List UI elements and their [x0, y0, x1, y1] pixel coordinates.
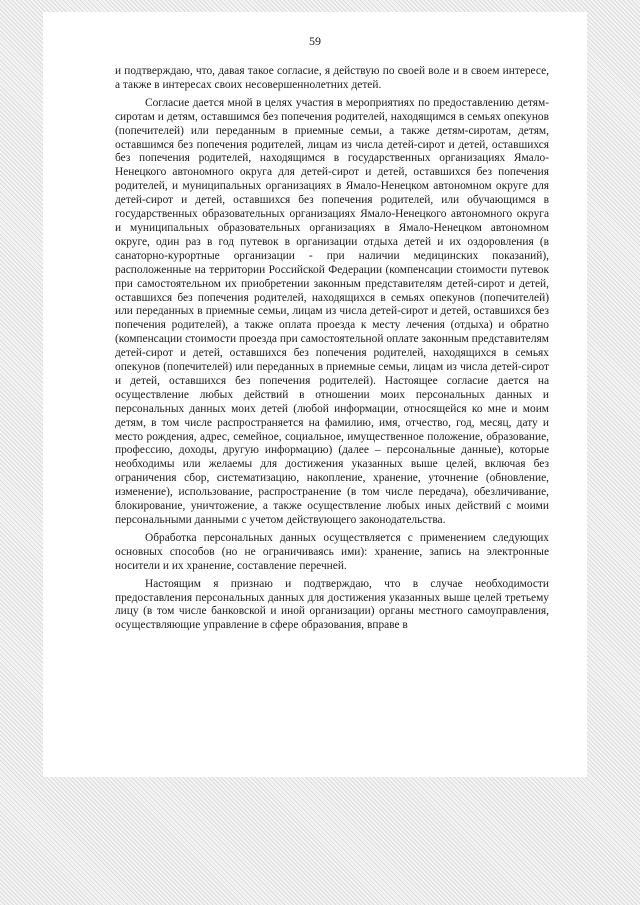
document-page — [43, 12, 587, 777]
paragraph-third-party: Настоящим я признаю и подтверждаю, что в случае необходимости предоставления персональных данных для достижения указанных выше целей третьему лицу (в том числе банковской и иной организации) органы местного самоуправления, осуществляющие управление в сфере образования, вправе в — [115, 577, 549, 632]
document-body — [115, 65, 549, 637]
paragraph-processing-methods: Обработка персональных данных осуществляется с применением следующих основных способов (но не ограничиваясь ими): хранение, запись на электронные носители и их хранение, составление перечней. — [115, 531, 549, 572]
paragraph-consent-purpose: Согласие дается мной в целях участия в мероприятиях по предоставлению детям-сиротам и детям, оставшимся без попечения родителей, находящимся в семьях опекунов (попечителей) или переданным в приемные семьи, а также детям-сиротам, детям, оставшимся без попечения родителей, лицам из числа детей-сирот и детей, оставшихся без попечения родителей, находящимся в государственных организациях Ямало-Ненецкого автономного округа для детей-сирот и детей, оставшихся без попечения родителей, и муниципальных организациях в Ямало-Ненецком автономном округе для детей-сирот и детей, оставшихся без попечения родителей, или обучающимся в государственных образовательных организациях Ямало-Ненецкого автономного округа и муниципальных образовательных организациях в Ямало-Ненецком автономном округе, один раз в год путевок в организации отдыха детей и их оздоровления (в санаторно-курортные организации - при наличии медицинских показаний), расположенные на территории Российской Федерации (компенсации стоимости путевок при самостоятельном их приобретении законным представителям детей-сирот и детей, оставшихся без попечения родителей, находящихся в семьях опекунов (попечителей) или переданных в приемные семьи, лицам из числа детей-сирот и детей, оставшихся без попечения родителей), а также оплата проезда к месту лечения (отдыха) и обратно (компенсации стоимости проезда при самостоятельной оплате законным представителям детей-сирот и детей, оставшихся без попечения родителей, находящихся в семьях опекунов (попечителей) или переданных в приемные семьи, лицам из числа детей-сирот и детей, оставшихся без попечения родителей). Настоящее согласие дается на осуществление любых действий в отношении моих персональных данных и персональных данных моих детей (любой информации, относящейся ко мне и моим детям, в том числе распространяется на фамилию, имя, отчество, год, месяц, дату и место рождения, адрес, семейное, социальное, имущественное положение, образование, профессию, доходы, другую информацию) (далее – персональные данные), которые необходимы или желаемы для достижения указанных выше целей, включая без ограничения сбор, систематизацию, накопление, хранение, уточнение (обновление, изменение), использование, распространение (в том числе передача), обезличивание, блокирование, уничтожение, а также осуществление любых иных действий с моими персональными данными с учетом действующего законодательства. — [115, 96, 549, 526]
paragraph-continuation: и подтверждаю, что, давая такое согласие, я действую по своей воле и в своем интересе, а также в интересах своих несовершеннолетних детей. — [115, 65, 549, 91]
page-number: 59 — [309, 34, 321, 48]
